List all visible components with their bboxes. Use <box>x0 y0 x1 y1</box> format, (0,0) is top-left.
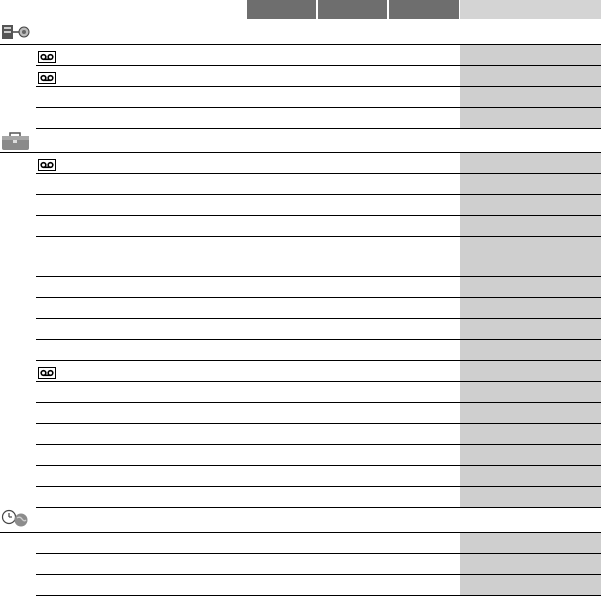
tape-icon <box>38 366 56 378</box>
table-row <box>36 361 601 382</box>
table-row <box>36 466 601 487</box>
table-row <box>36 382 601 403</box>
table-row <box>36 237 601 277</box>
tape-icon <box>38 158 56 170</box>
value-cell <box>460 66 601 86</box>
value-cell <box>460 382 601 402</box>
value-cell <box>460 45 601 65</box>
briefcase-icon <box>1 131 31 151</box>
value-cell <box>460 361 601 381</box>
value-cell <box>460 533 601 553</box>
table-row <box>36 195 601 216</box>
table-row <box>36 87 601 108</box>
tape-icon <box>38 71 56 83</box>
table-row <box>36 445 601 466</box>
table-row <box>36 45 601 66</box>
value-cell <box>460 298 601 318</box>
table-row <box>36 66 601 87</box>
table-row <box>36 487 601 508</box>
table-row <box>36 319 601 340</box>
header-tab-2 <box>318 0 387 19</box>
table-row <box>36 340 601 361</box>
table-row <box>36 277 601 298</box>
clock-globe-icon <box>1 508 31 528</box>
table-row <box>36 533 601 554</box>
value-cell <box>460 195 601 215</box>
value-cell <box>460 445 601 465</box>
table-row <box>36 554 601 575</box>
value-cell <box>460 87 601 107</box>
header-tab-3 <box>389 0 459 19</box>
header-tab-4 <box>460 0 601 19</box>
table-row <box>36 108 601 129</box>
value-cell <box>460 403 601 423</box>
table-row <box>36 153 601 174</box>
value-cell <box>460 424 601 444</box>
tape-icon <box>38 50 56 62</box>
media-connection-icon <box>1 22 31 42</box>
value-cell <box>460 575 601 595</box>
table-row <box>36 216 601 237</box>
value-cell <box>460 277 601 297</box>
value-cell <box>460 487 601 507</box>
table-row <box>36 298 601 319</box>
table-row <box>36 424 601 445</box>
value-cell <box>460 108 601 128</box>
value-cell <box>460 554 601 574</box>
value-cell <box>460 466 601 486</box>
value-cell <box>460 153 601 173</box>
table-row <box>36 174 601 195</box>
value-cell <box>460 340 601 360</box>
value-cell <box>460 237 601 276</box>
value-cell <box>460 319 601 339</box>
table-row <box>36 403 601 424</box>
table-row <box>36 575 601 596</box>
header-tab-1 <box>247 0 316 19</box>
value-cell <box>460 174 601 194</box>
value-cell <box>460 216 601 236</box>
